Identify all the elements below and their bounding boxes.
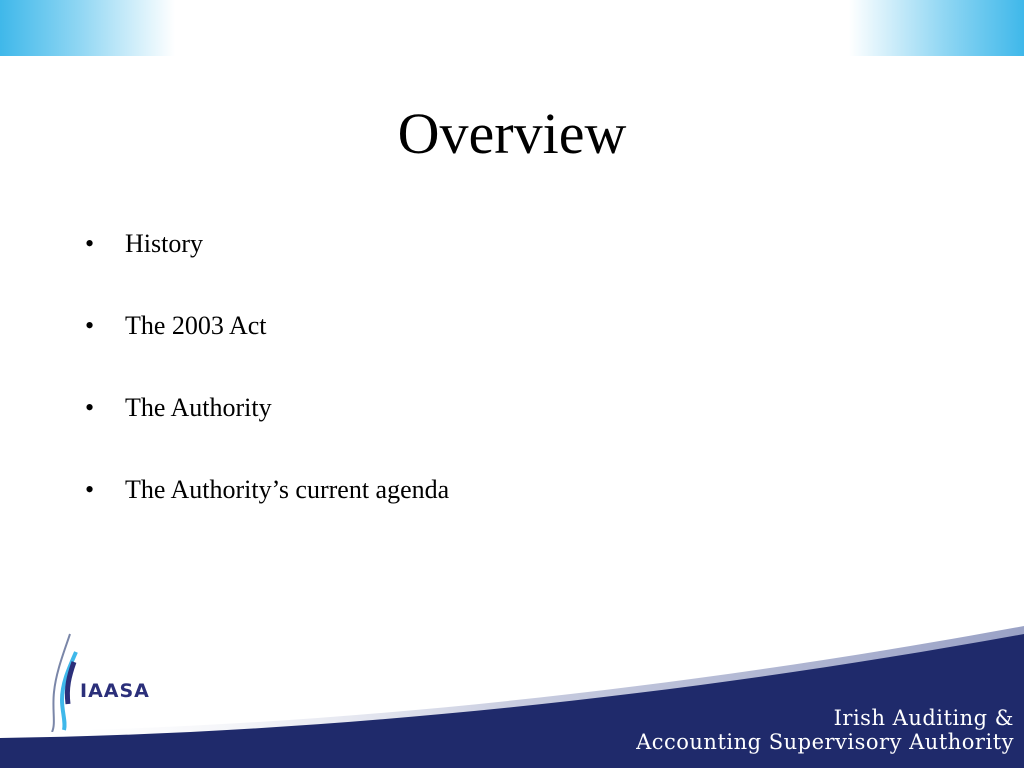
bullet-icon: • xyxy=(85,475,95,504)
bullet-icon: • xyxy=(85,229,95,258)
bullet-item xyxy=(85,306,449,388)
bullet-item xyxy=(85,470,449,552)
bullet-text: The 2003 Act xyxy=(125,311,267,340)
bullet-item xyxy=(85,388,449,470)
bullet-icon: • xyxy=(85,393,95,422)
bullet-text: The Authority’s current agenda xyxy=(125,475,450,504)
top-left-gradient-bar xyxy=(0,0,175,56)
slide-title: Overview xyxy=(397,101,627,166)
bullet-text: The Authority xyxy=(125,393,272,422)
bullet-list xyxy=(85,224,449,552)
bullet-item xyxy=(85,224,449,306)
org-name-line2: Accounting Supervisory Authority xyxy=(636,730,1014,754)
bullet-text: History xyxy=(125,229,203,258)
bullet-icon: • xyxy=(85,311,95,340)
logo-text: IAASA xyxy=(80,680,150,702)
organization-name xyxy=(636,706,1014,754)
top-right-gradient-bar xyxy=(849,0,1024,56)
org-name-line1: Irish Auditing & xyxy=(833,706,1014,730)
